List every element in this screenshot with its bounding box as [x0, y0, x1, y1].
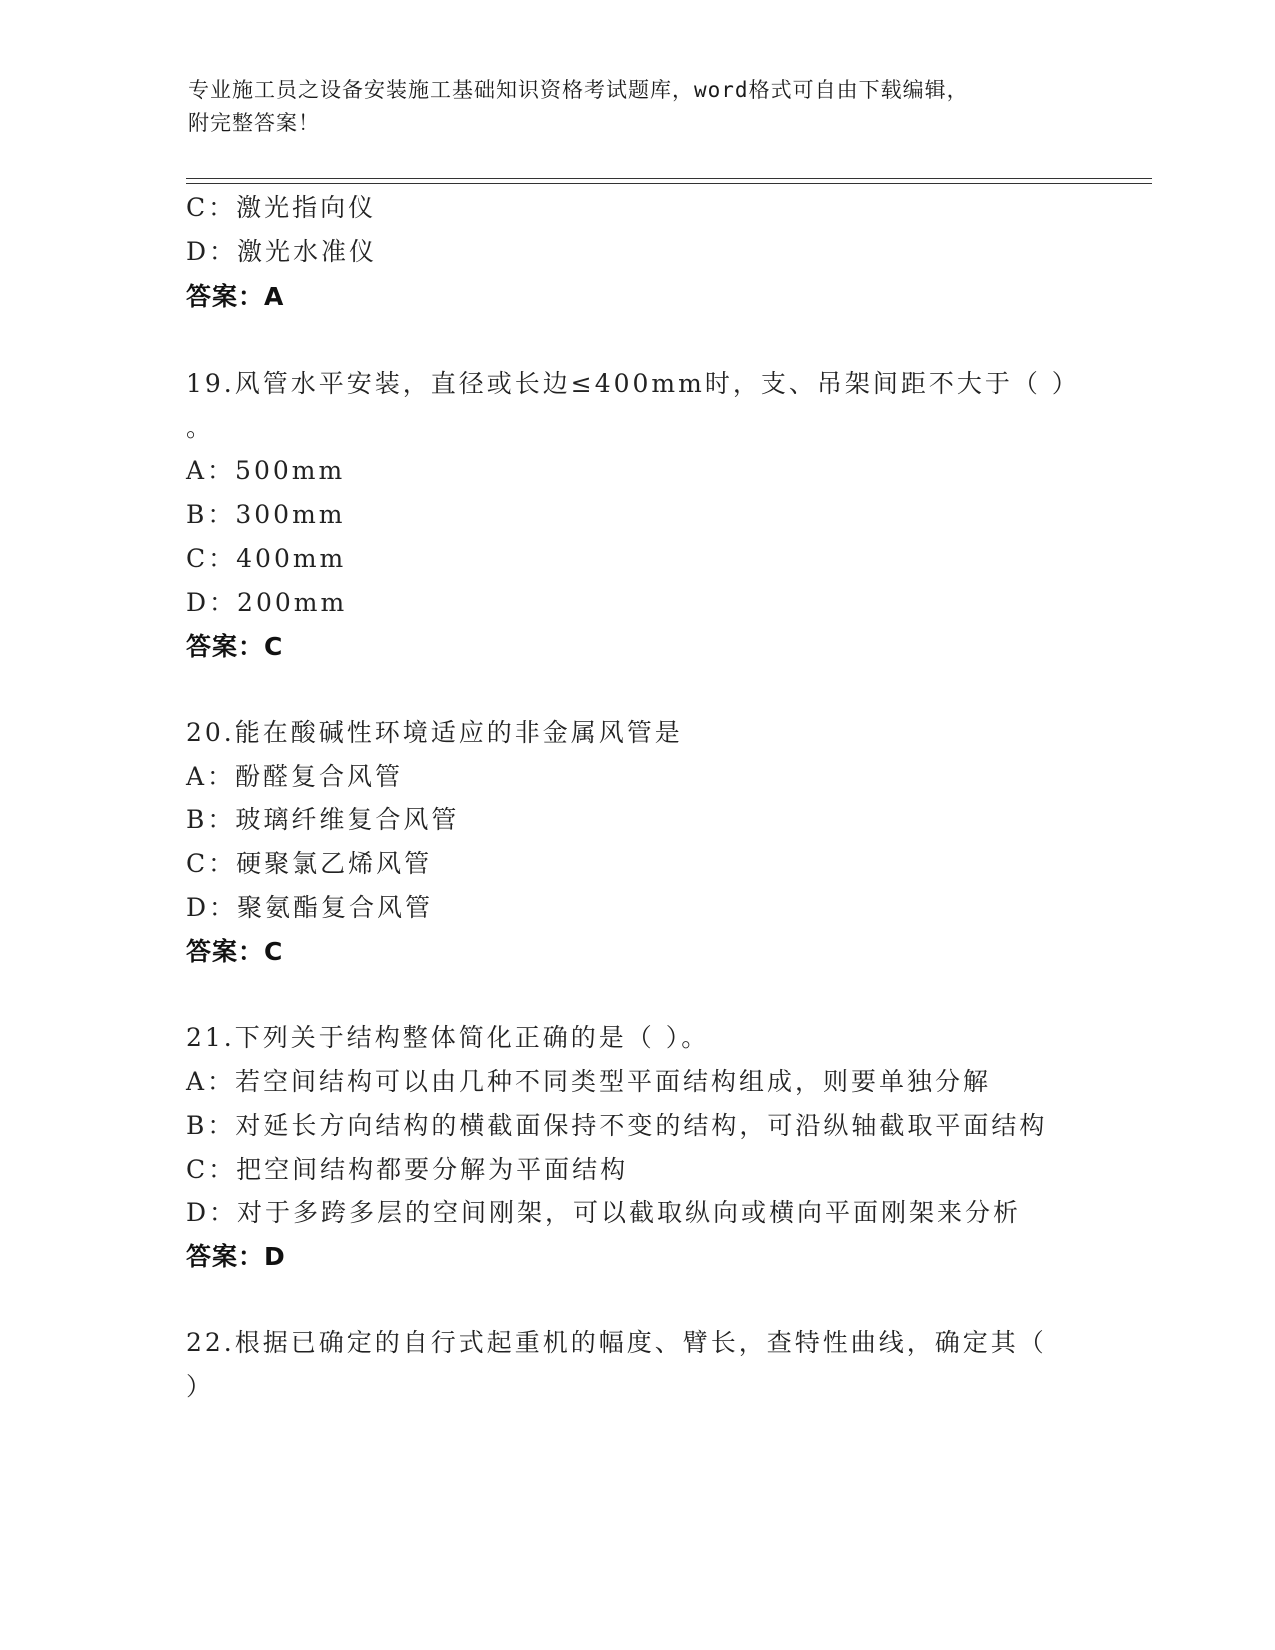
q21-answer: 答案：D — [186, 1242, 286, 1271]
q22-stem-continuation: ） — [186, 1372, 215, 1401]
header-line-1: 专业施工员之设备安装施工基础知识资格考试题库，word格式可自由下载编辑， — [188, 78, 969, 102]
q19-option-c: C：400mm — [186, 544, 347, 573]
q18-answer: 答案：A — [186, 282, 285, 311]
q21-option-d: D：对于多跨多层的空间刚架，可以截取纵向或横向平面刚架来分析 — [186, 1198, 1022, 1227]
q20-option-d: D：聚氨酯复合风管 — [186, 893, 434, 922]
q20-option-c: C：硬聚氯乙烯风管 — [186, 849, 433, 878]
q19-stem-continuation: 。 — [186, 413, 215, 442]
q20-stem: 20.能在酸碱性环境适应的非金属风管是 — [186, 718, 683, 747]
q20-answer: 答案：C — [186, 937, 284, 966]
header-divider-top — [186, 178, 1152, 179]
q21-option-c: C：把空间结构都要分解为平面结构 — [186, 1155, 629, 1184]
q18-option-c: C：激光指向仪 — [186, 193, 377, 222]
q19-stem: 19.风管水平安装，直径或长边≤400mm时，支、吊架间距不大于（ ） — [186, 369, 1080, 398]
q22-stem: 22.根据已确定的自行式起重机的幅度、臂长，查特性曲线，确定其（ — [186, 1328, 1047, 1357]
header-divider-bottom — [186, 183, 1152, 184]
header-line-2: 附完整答案！ — [188, 111, 320, 135]
q19-answer: 答案：C — [186, 632, 284, 661]
q19-option-b: B：300mm — [186, 500, 346, 529]
q19-option-d: D：200mm — [186, 588, 348, 617]
q21-option-a: A：若空间结构可以由几种不同类型平面结构组成，则要单独分解 — [186, 1067, 992, 1096]
q21-option-b: B：对延长方向结构的横截面保持不变的结构，可沿纵轴截取平面结构 — [186, 1111, 1048, 1140]
q20-option-b: B：玻璃纤维复合风管 — [186, 805, 460, 834]
q21-stem: 21.下列关于结构整体简化正确的是（ ）。 — [186, 1023, 710, 1052]
q19-option-a: A：500mm — [186, 456, 346, 485]
q20-option-a: A：酚醛复合风管 — [186, 762, 404, 791]
document-header — [188, 74, 1088, 140]
q18-option-d: D：激光水准仪 — [186, 237, 378, 266]
